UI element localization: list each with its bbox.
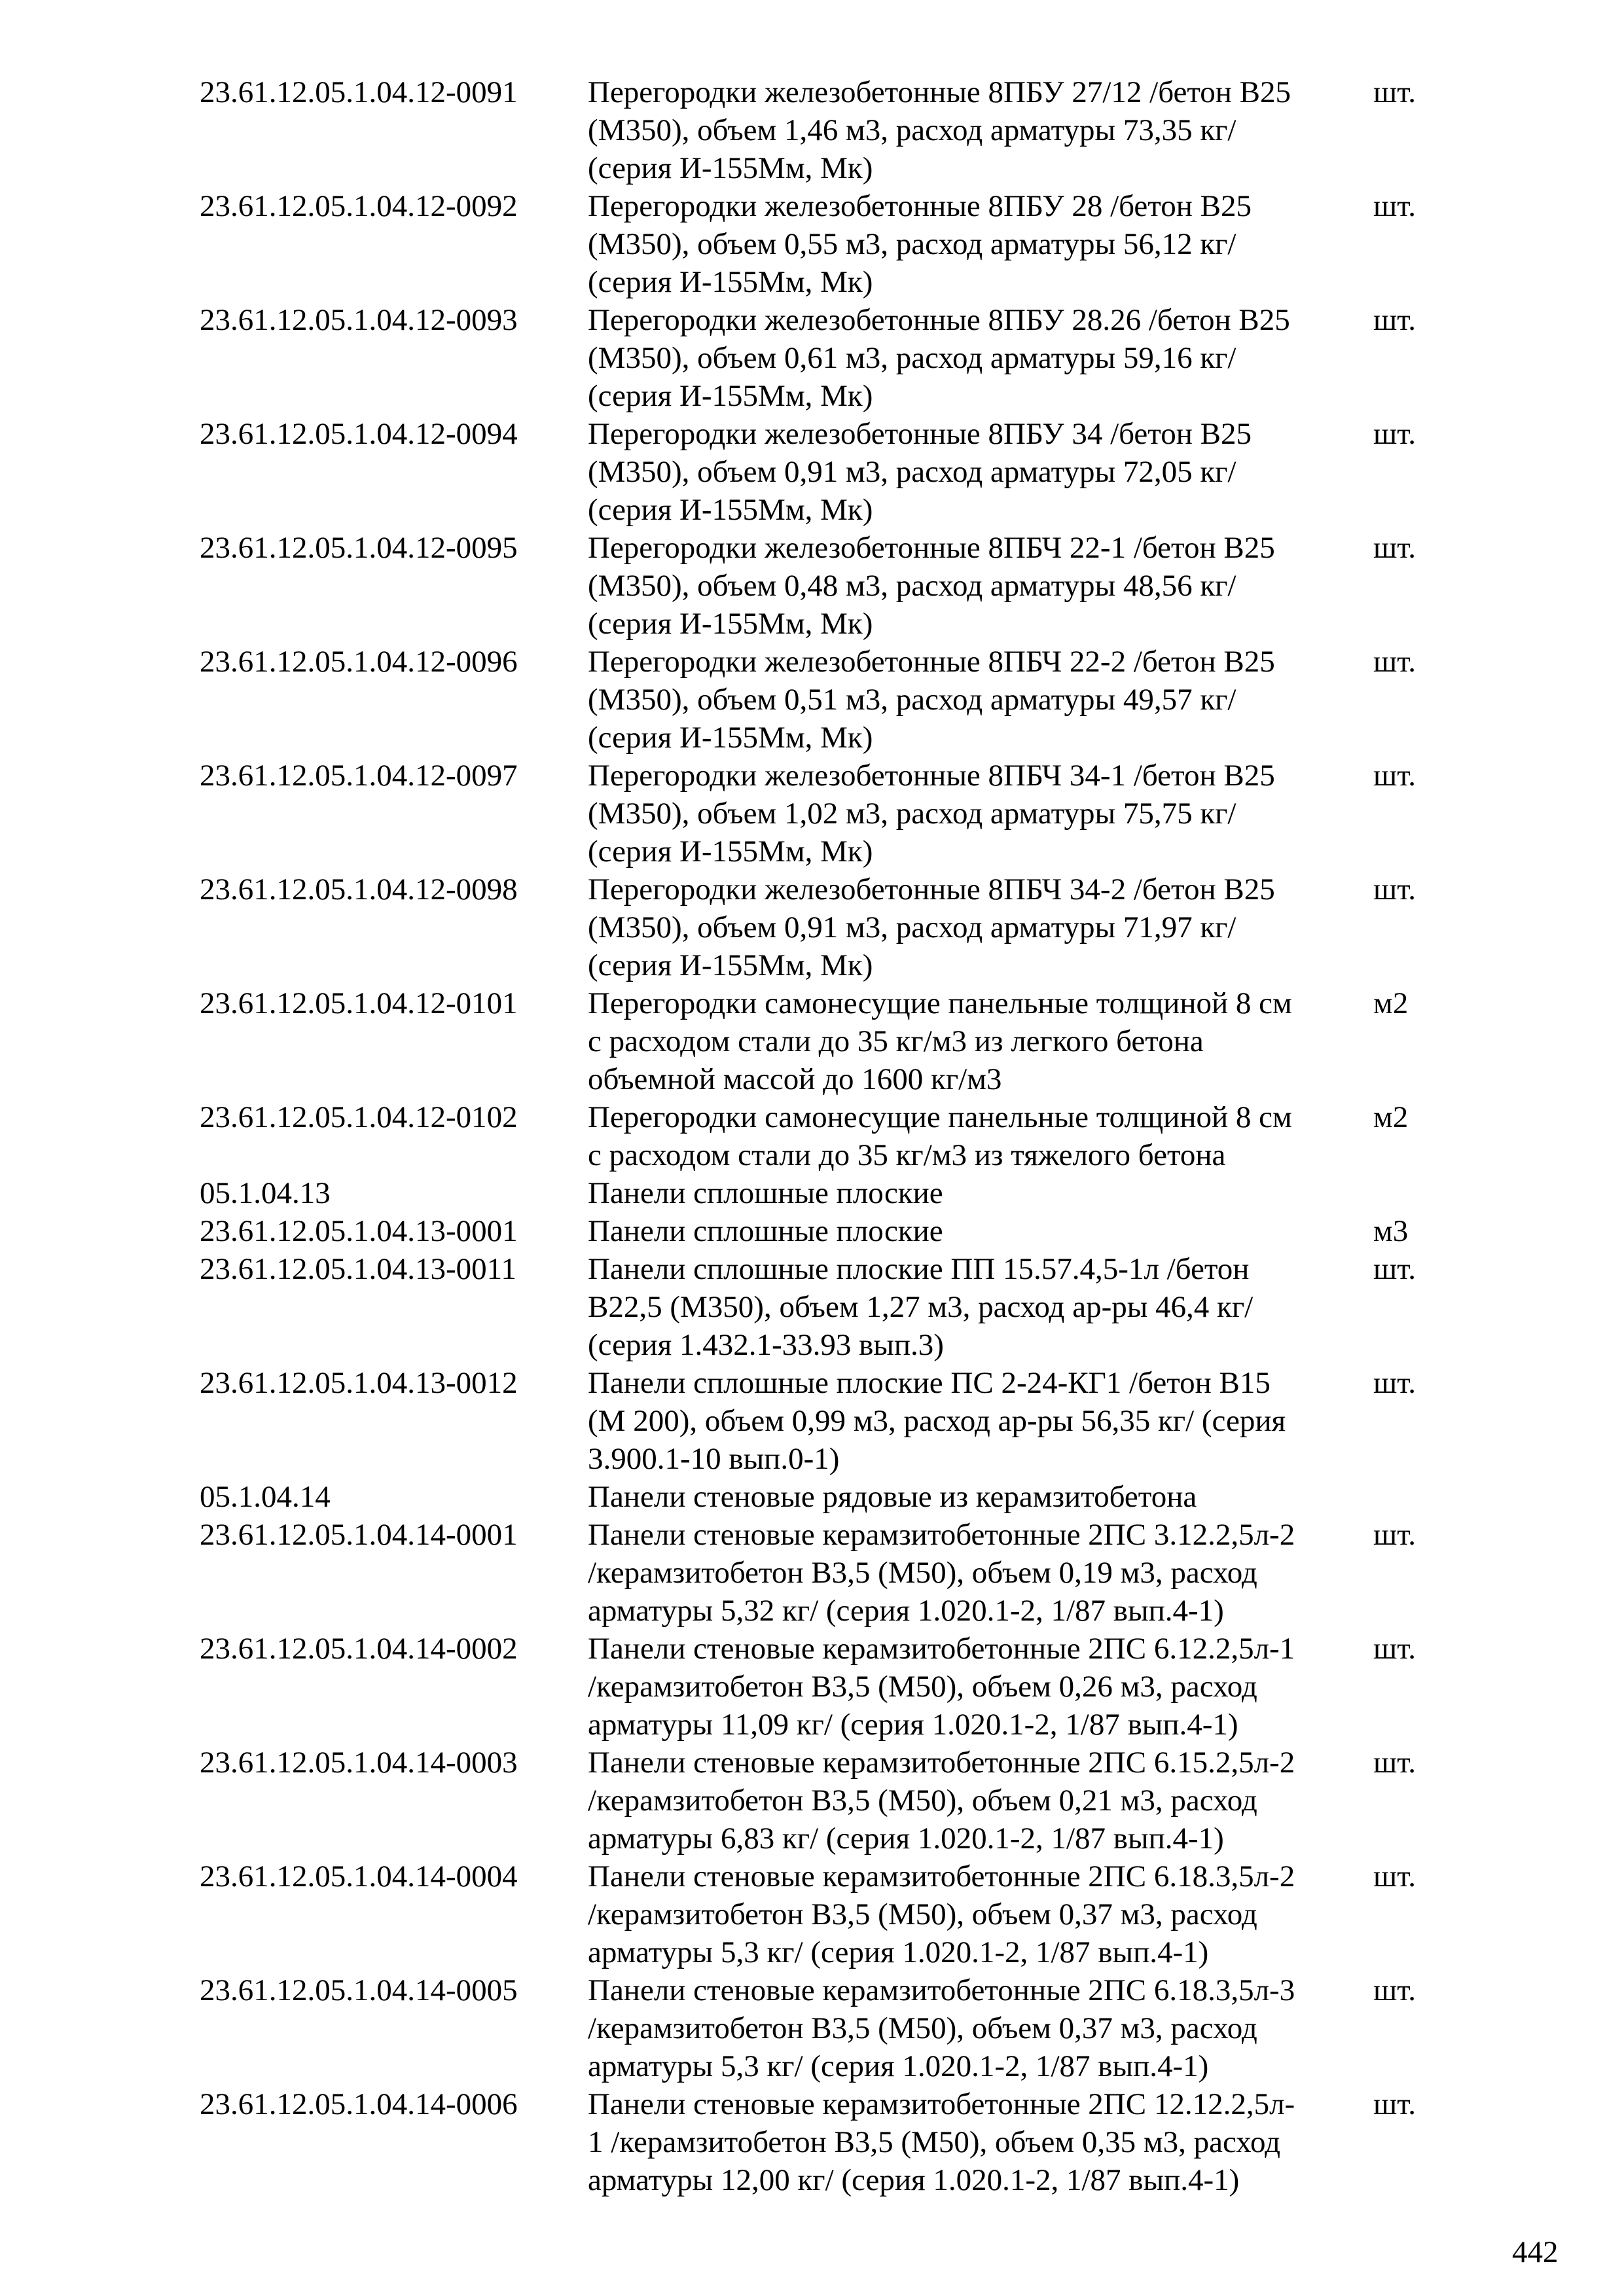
resource-description: Панели сплошные плоские	[588, 1214, 943, 1248]
resource-code: 23.61.12.05.1.04.12-0097	[200, 759, 518, 793]
table-row	[0, 73, 1624, 187]
unit-of-measure: шт.	[1373, 1746, 1416, 1780]
resource-code: 23.61.12.05.1.04.13-0011	[200, 1252, 516, 1286]
resource-description: Перегородки железобетонные 8ПБЧ 34-1 /бетон В25 (М350), объем 1,02 м3, расход арматуры 75,75 кг/ (серия И-155Мм, Мк)	[588, 759, 1275, 869]
resource-code: 23.61.12.05.1.04.12-0098	[200, 872, 518, 906]
table-row	[0, 1098, 1624, 1174]
resource-description: Панели стеновые керамзитобетонные 2ПС 6.18.3,5л-2 /керамзитобетон В3,5 (М50), объем 0,37 м3, расход арматуры 5,3 кг/ (серия 1.020.1-2, 1/87 вып.4-1)	[588, 1859, 1295, 1969]
resource-code: 23.61.12.05.1.04.14-0004	[200, 1859, 518, 1893]
section-title: Панели сплошные плоские	[588, 1176, 943, 1210]
table-row	[0, 1250, 1624, 1364]
table-row	[0, 757, 1624, 870]
table-row	[0, 1516, 1624, 1630]
resource-description: Панели стеновые керамзитобетонные 2ПС 6.18.3,5л-3 /керамзитобетон В3,5 (М50), объем 0,37 м3, расход арматуры 5,3 кг/ (серия 1.020.1-2, 1/87 вып.4-1)	[588, 1973, 1295, 2083]
unit-of-measure: м3	[1373, 1214, 1409, 1248]
price-list-table	[0, 73, 1624, 2199]
table-row	[0, 301, 1624, 415]
resource-code: 23.61.12.05.1.04.12-0095	[200, 531, 518, 565]
table-row	[0, 187, 1624, 301]
unit-of-measure: м2	[1373, 1100, 1409, 1134]
resource-code: 23.61.12.05.1.04.12-0092	[200, 189, 518, 223]
resource-code: 23.61.12.05.1.04.14-0006	[200, 2087, 518, 2121]
resource-code: 23.61.12.05.1.04.12-0096	[200, 645, 518, 679]
unit-of-measure: шт.	[1373, 1366, 1416, 1400]
resource-code: 23.61.12.05.1.04.12-0101	[200, 986, 518, 1020]
resource-description: Перегородки самонесущие панельные толщиной 8 см с расходом стали до 35 кг/м3 из легкого бетона объемной массой до 1600 кг/м3	[588, 986, 1292, 1096]
table-row	[0, 529, 1624, 643]
resource-description: Перегородки железобетонные 8ПБЧ 22-2 /бетон В25 (М350), объем 0,51 м3, расход арматуры 49,57 кг/ (серия И-155Мм, Мк)	[588, 645, 1275, 755]
resource-description: Перегородки железобетонные 8ПБЧ 34-2 /бетон В25 (М350), объем 0,91 м3, расход арматуры 71,97 кг/ (серия И-155Мм, Мк)	[588, 872, 1275, 982]
resource-description: Перегородки железобетонные 8ПБУ 28.26 /бетон В25 (М350), объем 0,61 м3, расход арматуры 59,16 кг/ (серия И-155Мм, Мк)	[588, 303, 1290, 413]
unit-of-measure: шт.	[1373, 303, 1416, 337]
table-row	[0, 870, 1624, 984]
table-row	[0, 1212, 1624, 1250]
resource-description: Перегородки железобетонные 8ПБЧ 22-1 /бетон В25 (М350), объем 0,48 м3, расход арматуры 48,56 кг/ (серия И-155Мм, Мк)	[588, 531, 1275, 641]
table-row	[0, 1857, 1624, 1971]
resource-description: Панели стеновые керамзитобетонные 2ПС 12.12.2,5л- 1 /керамзитобетон В3,5 (М50), объем 0,35 м3, расход арматуры 12,00 кг/ (серия 1.020.1-2, 1/87 вып.4-1)	[588, 2087, 1295, 2197]
unit-of-measure: шт.	[1373, 75, 1416, 109]
section-title: Панели стеновые рядовые из керамзитобетона	[588, 1480, 1197, 1514]
table-row	[0, 1971, 1624, 2085]
resource-code: 23.61.12.05.1.04.13-0012	[200, 1366, 518, 1400]
unit-of-measure: шт.	[1373, 1973, 1416, 2007]
table-row	[0, 1630, 1624, 1744]
resource-description: Панели сплошные плоские ПП 15.57.4,5-1л /бетон В22,5 (М350), объем 1,27 м3, расход ар-ры 46,4 кг/ (серия 1.432.1-33.93 вып.3)	[588, 1252, 1254, 1362]
unit-of-measure: шт.	[1373, 531, 1416, 565]
section-heading-row	[0, 1478, 1624, 1516]
table-row	[0, 984, 1624, 1098]
section-code: 05.1.04.13	[200, 1176, 331, 1210]
table-row	[0, 415, 1624, 529]
resource-description: Перегородки самонесущие панельные толщиной 8 см с расходом стали до 35 кг/м3 из тяжелого бетона	[588, 1100, 1292, 1172]
section-code: 05.1.04.14	[200, 1480, 331, 1514]
unit-of-measure: шт.	[1373, 1518, 1416, 1552]
resource-description: Перегородки железобетонные 8ПБУ 34 /бетон В25 (М350), объем 0,91 м3, расход арматуры 72,05 кг/ (серия И-155Мм, Мк)	[588, 417, 1252, 527]
unit-of-measure: шт.	[1373, 759, 1416, 793]
unit-of-measure: шт.	[1373, 645, 1416, 679]
unit-of-measure: шт.	[1373, 1252, 1416, 1286]
table-row	[0, 1744, 1624, 1857]
unit-of-measure: шт.	[1373, 1632, 1416, 1666]
resource-code: 23.61.12.05.1.04.12-0094	[200, 417, 518, 451]
table-row	[0, 1364, 1624, 1478]
table-row	[0, 643, 1624, 757]
resource-description: Панели стеновые керамзитобетонные 2ПС 6.12.2,5л-1 /керамзитобетон В3,5 (М50), объем 0,26 м3, расход арматуры 11,09 кг/ (серия 1.020.1-2, 1/87 вып.4-1)	[588, 1632, 1295, 1742]
resource-description: Перегородки железобетонные 8ПБУ 27/12 /бетон В25 (М350), объем 1,46 м3, расход арматуры 73,35 кг/ (серия И-155Мм, Мк)	[588, 75, 1291, 185]
unit-of-measure: шт.	[1373, 189, 1416, 223]
table-row	[0, 2085, 1624, 2199]
unit-of-measure: шт.	[1373, 417, 1416, 451]
resource-code: 23.61.12.05.1.04.14-0005	[200, 1973, 518, 2007]
resource-description: Перегородки железобетонные 8ПБУ 28 /бетон В25 (М350), объем 0,55 м3, расход арматуры 56,12 кг/ (серия И-155Мм, Мк)	[588, 189, 1252, 299]
unit-of-measure: шт.	[1373, 872, 1416, 906]
resource-description: Панели стеновые керамзитобетонные 2ПС 6.15.2,5л-2 /керамзитобетон В3,5 (М50), объем 0,21 м3, расход арматуры 6,83 кг/ (серия 1.020.1-2, 1/87 вып.4-1)	[588, 1746, 1295, 1856]
unit-of-measure: шт.	[1373, 2087, 1416, 2121]
resource-description: Панели стеновые керамзитобетонные 2ПС 3.12.2,5л-2 /керамзитобетон В3,5 (М50), объем 0,19 м3, расход арматуры 5,32 кг/ (серия 1.020.1-2, 1/87 вып.4-1)	[588, 1518, 1295, 1628]
unit-of-measure: шт.	[1373, 1859, 1416, 1893]
resource-code: 23.61.12.05.1.04.14-0003	[200, 1746, 518, 1780]
resource-code: 23.61.12.05.1.04.12-0093	[200, 303, 518, 337]
page-number: 442	[1512, 2235, 1559, 2269]
resource-description: Панели сплошные плоские ПС 2-24-КГ1 /бетон В15 (М 200), объем 0,99 м3, расход ар-ры 56,35 кг/ (серия 3.900.1-10 вып.0-1)	[588, 1366, 1286, 1476]
resource-code: 23.61.12.05.1.04.14-0001	[200, 1518, 518, 1552]
resource-code: 23.61.12.05.1.04.12-0102	[200, 1100, 518, 1134]
unit-of-measure: м2	[1373, 986, 1409, 1020]
resource-code: 23.61.12.05.1.04.12-0091	[200, 75, 518, 109]
section-heading-row	[0, 1174, 1624, 1212]
resource-code: 23.61.12.05.1.04.14-0002	[200, 1632, 518, 1666]
resource-code: 23.61.12.05.1.04.13-0001	[200, 1214, 518, 1248]
